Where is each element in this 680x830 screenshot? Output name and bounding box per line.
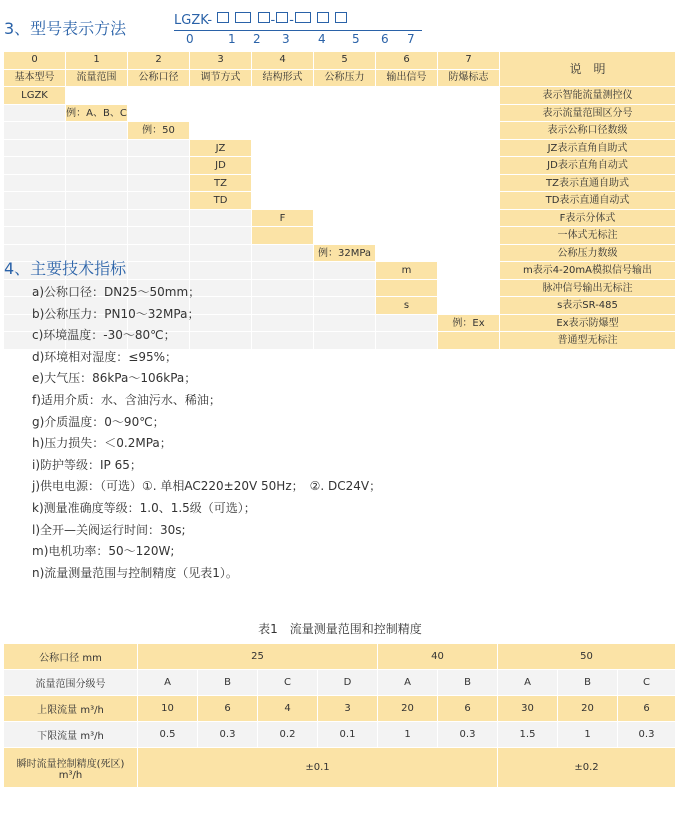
code-number-6: 6 (381, 32, 389, 46)
model-row-spacer (66, 140, 128, 158)
model-row-spacer (66, 157, 128, 175)
spec-item: h)压力损失：＜0.2MPa； (32, 436, 172, 451)
model-row-spacer (314, 297, 376, 315)
code-number-1: 1 (228, 32, 236, 46)
code-box-7 (335, 12, 347, 23)
model-row-spacer (376, 315, 438, 333)
col-header: 调节方式 (190, 70, 252, 88)
model-row-note: 一体式无标注 (500, 227, 676, 245)
diameter-cell: 50 (498, 644, 676, 670)
upper-flow-cell: 3 (318, 696, 378, 722)
col-number-6: 6 (376, 52, 438, 70)
model-row-value: 例：Ex (438, 315, 500, 333)
section-4-title: 4、主要技术指标 (4, 259, 127, 278)
spec-item: l)全开—关阀运行时间：30s; (32, 522, 186, 537)
spec-item: g)介质温度：0～90℃； (32, 414, 165, 429)
col-header: 公称口径 (128, 70, 190, 88)
model-row-value (376, 280, 438, 298)
spec-item: k)测量准确度等级：1.0、1.5级（可选）； (32, 501, 256, 515)
model-row-spacer (4, 227, 66, 245)
model-row-spacer (314, 280, 376, 298)
model-code-prefix: LGZK (174, 13, 208, 28)
model-row-spacer (314, 262, 376, 280)
lower-flow-cell: 0.5 (138, 722, 198, 748)
model-row-note: 表示公称口径数级 (500, 122, 676, 140)
model-row-spacer (128, 175, 190, 193)
grade-cell: B (198, 670, 258, 696)
model-row-spacer (4, 175, 66, 193)
model-row-spacer (4, 157, 66, 175)
model-row-note: 公称压力数级 (500, 245, 676, 263)
model-row-spacer (252, 297, 314, 315)
model-row-spacer (252, 262, 314, 280)
model-row-value: F (252, 210, 314, 228)
lower-flow-cell: 1 (558, 722, 618, 748)
model-row-note: Ex表示防爆型 (500, 315, 676, 333)
code-number-5: 5 (352, 32, 360, 46)
upper-flow-cell: 30 (498, 696, 558, 722)
grade-cell: A (138, 670, 198, 696)
lower-flow-cell: 0.2 (258, 722, 318, 748)
grade-cell: B (438, 670, 498, 696)
precision-cell: ±0.2 (498, 748, 676, 788)
lower-flow-cell: 0.3 (438, 722, 498, 748)
model-row-note: 表示智能流量测控仪 (500, 87, 676, 105)
code-dash: - (270, 13, 276, 28)
precision-cell: ±0.1 (138, 748, 498, 788)
model-row-note: TZ表示直通自助式 (500, 175, 676, 193)
model-row-note: 脉冲信号输出无标注 (500, 280, 676, 298)
code-dash: - (289, 13, 294, 28)
section-3-title: 3、型号表示方法 (4, 19, 127, 38)
col-number-1: 1 (66, 52, 128, 70)
model-row-spacer (4, 210, 66, 228)
code-box-4 (276, 12, 288, 23)
diameter-cell: 25 (138, 644, 378, 670)
model-row-spacer (128, 140, 190, 158)
model-row-spacer (128, 245, 190, 263)
col-header: 结构形式 (252, 70, 314, 88)
diameter-cell: 40 (378, 644, 498, 670)
model-row-note: JZ表示直角自助式 (500, 140, 676, 158)
model-row-spacer (190, 245, 252, 263)
row-label-grade: 流量范围分级号 (4, 670, 138, 696)
spec-item: j)供电电源：（可选）①. 单相AC220±20V 50Hz； ②. DC24V； (32, 479, 382, 494)
model-row-value: s (376, 297, 438, 315)
lower-flow-cell: 0.1 (318, 722, 378, 748)
model-row-note: F表示分体式 (500, 210, 676, 228)
model-row-spacer (4, 140, 66, 158)
upper-flow-cell: 4 (258, 696, 318, 722)
model-row-spacer (314, 332, 376, 350)
grade-cell: D (318, 670, 378, 696)
model-row-value (438, 332, 500, 350)
code-number-0: 0 (186, 32, 194, 46)
model-code-pattern (174, 12, 348, 28)
col-header: 流量范围 (66, 70, 128, 88)
model-row-spacer (190, 227, 252, 245)
code-box-2 (235, 12, 251, 23)
model-row-spacer (128, 192, 190, 210)
lower-flow-cell: 1.5 (498, 722, 558, 748)
col-header: 防爆标志 (438, 70, 500, 88)
col-header: 公称压力 (314, 70, 376, 88)
spec-item: n)流量测量范围与控制精度（见表1）。 (32, 565, 238, 580)
model-row-value: JD (190, 157, 252, 175)
upper-flow-cell: 20 (558, 696, 618, 722)
model-row-spacer (190, 210, 252, 228)
model-row-spacer (190, 262, 252, 280)
model-row-note: TD表示直通自动式 (500, 192, 676, 210)
col-number-4: 4 (252, 52, 314, 70)
row-label-precision (4, 748, 138, 788)
code-number-4: 4 (318, 32, 326, 46)
grade-cell: B (558, 670, 618, 696)
model-row-spacer (66, 227, 128, 245)
model-row-value: JZ (190, 140, 252, 158)
model-row-value: 例：32MPa (314, 245, 376, 263)
grade-cell: C (618, 670, 676, 696)
precision-label-unit: m³/h (58, 769, 83, 781)
upper-flow-cell: 20 (378, 696, 438, 722)
grade-cell: A (498, 670, 558, 696)
model-row-value: TZ (190, 175, 252, 193)
model-row-note: m表示4-20mA模拟信号输出 (500, 262, 676, 280)
col-number-0: 0 (4, 52, 66, 70)
code-number-2: 2 (253, 32, 261, 46)
code-dash: - (207, 13, 213, 28)
grade-cell: C (258, 670, 318, 696)
model-row-note: s表示SR-485 (500, 297, 676, 315)
model-row-spacer (314, 315, 376, 333)
spec-item: a)公称口径：DN25～50mm； (32, 285, 201, 299)
model-row-spacer (252, 245, 314, 263)
model-row-spacer (66, 122, 128, 140)
model-row-value: m (376, 262, 438, 280)
upper-flow-cell: 6 (438, 696, 498, 722)
spec-item: c)环境温度：-30～80℃； (32, 328, 176, 343)
col-number-2: 2 (128, 52, 190, 70)
model-row-value: TD (190, 192, 252, 210)
spec-item: d)环境相对湿度：≤95%； (32, 349, 178, 364)
grade-cell: A (378, 670, 438, 696)
code-box-1 (217, 12, 229, 23)
lower-flow-cell: 0.3 (618, 722, 676, 748)
spec-item: i)防护等级：IP 65； (32, 457, 142, 472)
row-label-upper: 上限流量 m³/h (4, 696, 138, 722)
model-row-value: 例：50 (128, 122, 190, 140)
col-number-3: 3 (190, 52, 252, 70)
code-box-6 (317, 12, 329, 23)
code-number-3: 3 (282, 32, 290, 46)
model-row-spacer (128, 227, 190, 245)
model-row-spacer (128, 157, 190, 175)
model-row-spacer (252, 280, 314, 298)
model-row-spacer (4, 192, 66, 210)
model-row-spacer (252, 315, 314, 333)
spec-item: e)大气压：86kPa～106kPa； (32, 371, 197, 386)
col-number-7: 7 (438, 52, 500, 70)
code-number-7: 7 (407, 32, 415, 46)
model-row-note: 普通型无标注 (500, 332, 676, 350)
model-row-value (252, 227, 314, 245)
lower-flow-cell: 1 (378, 722, 438, 748)
upper-flow-cell: 10 (138, 696, 198, 722)
note-header: 说 明 (500, 52, 676, 87)
model-row-value: 例：A、B、C (66, 105, 128, 123)
row-label-lower: 下限流量 m³/h (4, 722, 138, 748)
col-number-5: 5 (314, 52, 376, 70)
precision-label-line1: 瞬时流量控制精度(死区) (16, 758, 125, 770)
model-row-spacer (66, 175, 128, 193)
code-box-5 (295, 12, 311, 23)
model-row-note: JD表示直角自动式 (500, 157, 676, 175)
model-row-note: 表示流量范围区分号 (500, 105, 676, 123)
model-row-spacer (4, 122, 66, 140)
lower-flow-cell: 0.3 (198, 722, 258, 748)
upper-flow-cell: 6 (618, 696, 676, 722)
code-box-3 (258, 12, 270, 23)
spec-item: m)电机功率：50～120W; (32, 544, 175, 559)
row-label-diameter: 公称口径 mm (4, 644, 138, 670)
model-row-spacer (128, 262, 190, 280)
model-row-spacer (66, 210, 128, 228)
col-header: 输出信号 (376, 70, 438, 88)
model-row-spacer (66, 192, 128, 210)
spec-item: b)公称压力：PN10～32MPa； (32, 306, 200, 321)
code-underline (174, 30, 422, 31)
model-row-spacer (128, 210, 190, 228)
model-row-spacer (4, 105, 66, 123)
col-header: 基本型号 (4, 70, 66, 88)
spec-item: f)适用介质：水、含油污水、稀油； (32, 393, 221, 407)
upper-flow-cell: 6 (198, 696, 258, 722)
model-row-spacer (376, 332, 438, 350)
model-row-spacer (252, 332, 314, 350)
model-row-value: LGZK (4, 87, 66, 105)
table-1-caption: 表1 流量测量范围和控制精度 (258, 622, 422, 636)
model-row-spacer (190, 332, 252, 350)
